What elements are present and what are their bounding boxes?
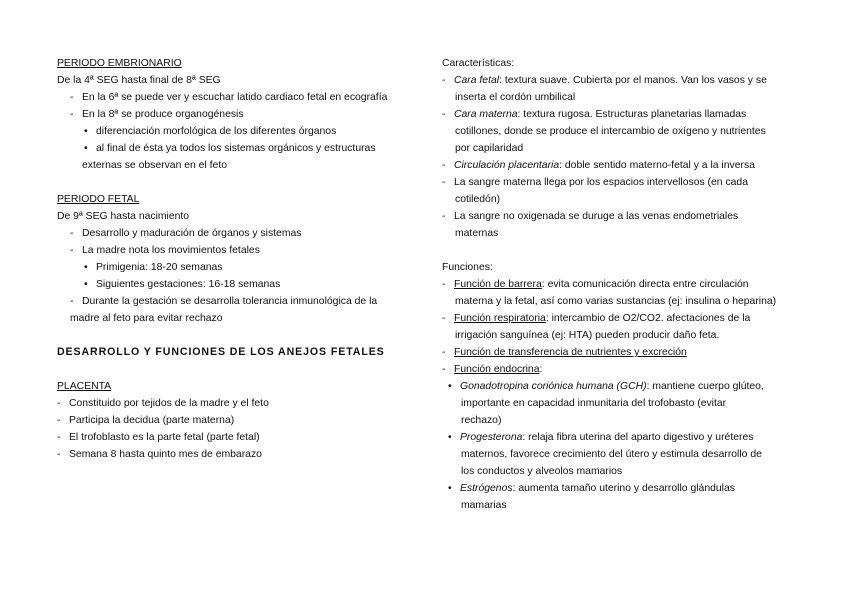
dot-bullet: • [84,262,88,273]
list-item: - Durante la gestación se desarrolla tolerancia inmunológica de la [57,293,417,310]
list-item: - Cara fetal: textura suave. Cubierta por el manos. Van los vasos y se [442,72,792,89]
dash-bullet: - [442,211,446,222]
dot-bullet: • [448,432,452,443]
sub-list-item: • Progesterona: relaja fibra uterina del aparto digestivo y uréteres [442,429,792,446]
list-item: - Función de transferencia de nutrientes y excreción [442,344,792,361]
list-item: - La madre nota los movimientos fetales [57,242,417,259]
sub-list-item: • Estrógenos: aumenta tamaño uterino y desarrollo glándulas [442,480,792,497]
list-item: - Función respiratoria: intercambio de O2/CO2. afectaciones de la [442,310,792,327]
sub-list-item-cont: externas se observan en el feto [82,160,227,171]
list-item: - Circulación placentaria: doble sentido materno-fetal y a la inversa [442,157,792,174]
sub-list-item-cont: maternos, favorece crecimiento del útero y estimula desarrollo de [461,449,762,460]
fetal-subtitle: De 9ª SEG hasta nacimiento [57,211,190,222]
dash-bullet: - [57,415,61,426]
list-item: - Función endocrina: [442,361,792,378]
section-title-embrionario: PERIODO EMBRIONARIO [57,58,182,69]
sub-list-item: • diferenciación morfológica de los diferentes órganos [57,123,417,140]
dash-bullet: - [70,228,74,239]
left-column [57,55,417,463]
sub-list-item-cont: los conductos y alveolos mamarios [461,466,623,477]
caracteristicas-title: Características: [442,58,515,69]
sub-list-item-cont: importante en capacidad inmunitaria del trofobasto (evitar [461,398,727,409]
dot-bullet: • [448,483,452,494]
sub-list-item: • Primigenia: 18-20 semanas [57,259,417,276]
dash-bullet: - [442,177,446,188]
list-item-cont: materna y la fetal, así como varias sustancias (ej: insulina o heparina) [455,296,777,307]
dot-bullet: • [84,126,88,137]
dash-bullet: - [70,92,74,103]
funciones-title: Funciones: [442,262,493,273]
list-item: - Cara materna: textura rugosa. Estructuras planetarias llamadas [442,106,792,123]
dot-bullet: • [448,381,452,392]
list-item-cont: irrigación sanguínea (ej: HTA) pueden producir daño feta. [455,330,720,341]
list-item: - En la 6ª se puede ver y escuchar latido cardiaco fetal en ecografía [57,89,417,106]
dash-bullet: - [57,398,61,409]
dash-bullet: - [442,364,446,375]
list-item: - En la 8ª se produce organogénesis [57,106,417,123]
dash-bullet: - [70,109,74,120]
list-item: - Función de barrera: evita comunicación directa entre circulación [442,276,792,293]
sub-list-item-cont: mamarias [461,500,507,511]
list-item-cont: maternas [455,228,499,239]
dash-bullet: - [57,449,61,460]
dash-bullet: - [442,279,446,290]
dash-bullet: - [70,245,74,256]
dash-bullet: - [70,296,74,307]
list-item: - Desarrollo y maduración de órganos y sistemas [57,225,417,242]
list-item: - Constituido por tejidos de la madre y el feto [57,395,417,412]
list-item: - Participa la decidua (parte materna) [57,412,417,429]
list-item: - La sangre no oxigenada se duruge a las venas endometriales [442,208,792,225]
main-heading: DESARROLLO Y FUNCIONES DE LOS ANEJOS FETALES [57,346,385,358]
dash-bullet: - [442,347,446,358]
list-item: - La sangre materna llega por los espacios intervellosos (en cada [442,174,792,191]
dash-bullet: - [442,160,446,171]
section-title-placenta: PLACENTA [57,381,112,392]
list-item-cont: cotiledón) [455,194,501,205]
list-item-cont: cotillones, donde se produce el intercambio de oxígeno y nutrientes [455,126,766,137]
dash-bullet: - [442,109,446,120]
sub-list-item-cont: rechazo) [461,415,502,426]
list-item-cont: por capilaridad [455,143,524,154]
embrionario-subtitle: De la 4ª SEG hasta final de 8ª SEG [57,75,221,86]
dash-bullet: - [442,75,446,86]
list-item: - El trofoblasto es la parte fetal (parte fetal) [57,429,417,446]
dash-bullet: - [57,432,61,443]
sub-list-item: • al final de ésta ya todos los sistemas orgánicos y estructuras [57,140,417,157]
dot-bullet: • [84,279,88,290]
sub-list-item: • Siguientes gestaciones: 16-18 semanas [57,276,417,293]
right-column [442,55,792,514]
sub-list-item: • Gonadotropina coriónica humana (GCH): mantiene cuerpo glúteo, [442,378,792,395]
list-item-cont: madre al feto para evitar rechazo [70,313,223,324]
list-item-cont: inserta el cordón umbilical [455,92,576,103]
list-item: - Semana 8 hasta quinto mes de embarazo [57,446,417,463]
dot-bullet: • [84,143,88,154]
section-title-fetal: PERIODO FETAL [57,194,140,205]
dash-bullet: - [442,313,446,324]
